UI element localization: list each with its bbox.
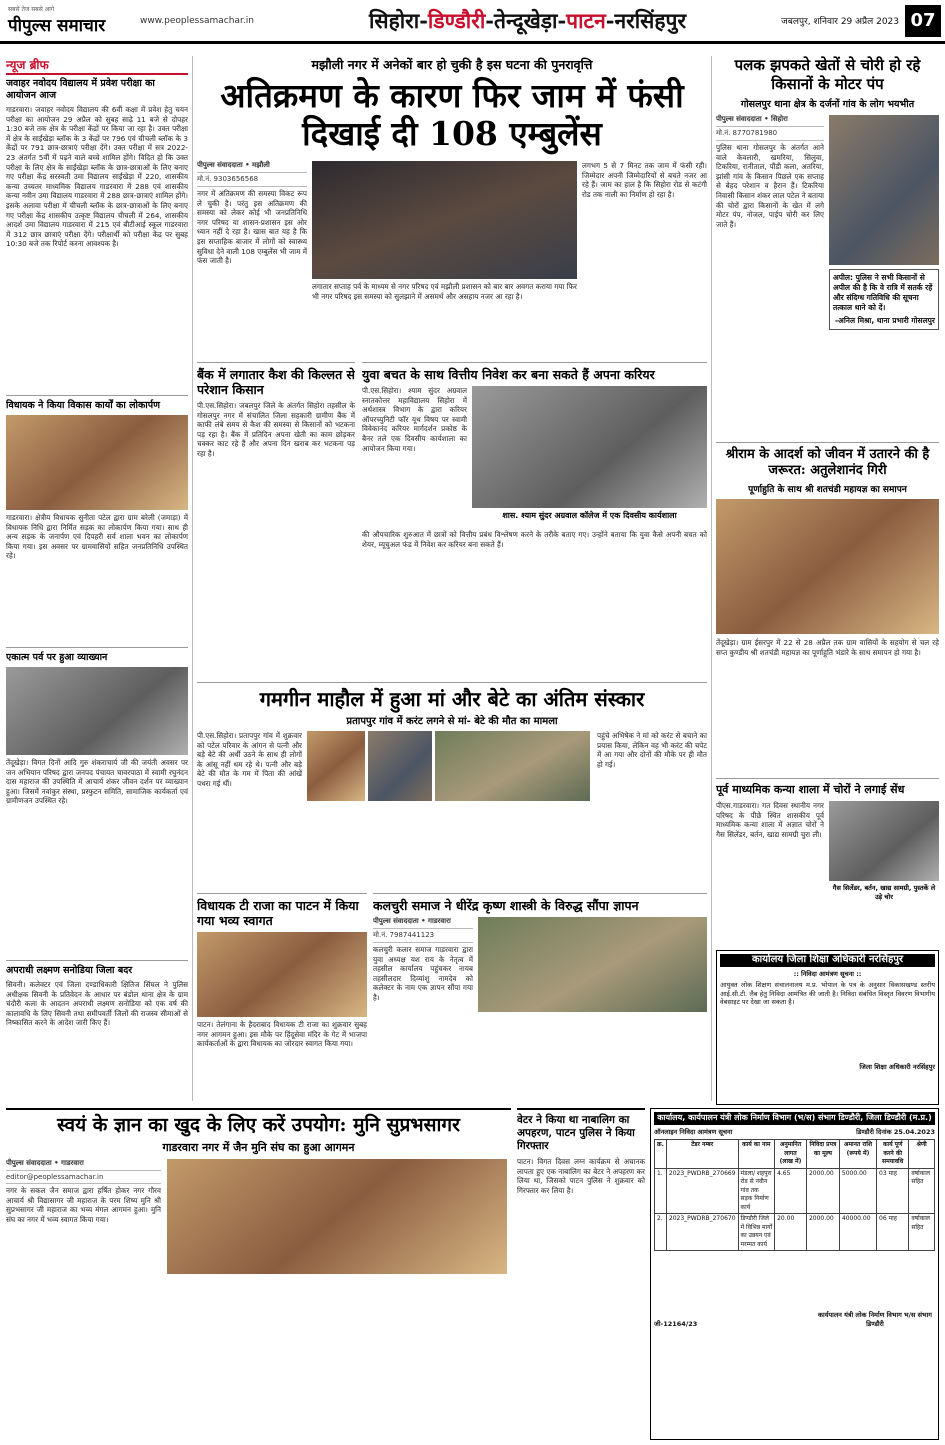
section-names bbox=[300, 7, 755, 35]
bank-story bbox=[197, 362, 355, 677]
right-body: पुलिस थाना गोसलपुर के अंतर्गत आने वाले केवलारी, खमरिया, सिलुवा, टिकरिया, रानीताल, पौंडी कला, अतरिया, झांसी गांव के किसान पिछले एक सप्ताह से बेहद परेशान व हैरान हैं। टिकरिया निवासी किसान शंकर लाल पटेल ने बताया की चोरों द्वारा किसानों के खेत में लगे मोटर पंप, नोजल, पाईप चोरी कर लिए जाते हैं। bbox=[716, 143, 824, 229]
section-3: -तेन्दूखेड़ा- bbox=[485, 7, 567, 33]
lead-kicker: मझौली नगर में अनेकों बार हो चुकी है इस घटना की पुनरावृत्ति bbox=[311, 57, 593, 72]
tender-col-deposit: अमानत राशि (रूपये में) bbox=[839, 1140, 876, 1169]
brief-body-2: गाडरवारा। क्षेत्रीय विधायक सुनीता पटेल द्वारा ग्राम बरेली (जमाड़ा) में विधायक निधि द्वारा निर्मित सड़क का लोकार्पण किया गया। साथ ही अन्य सड़क के जनार्पण एवं दिपहरी सर्व शाला भवन का लोकार्पण किया गया। इस अवसर पर ग्रामवासियों सहित जनप्रतिनिधि उपस्थित रहे। bbox=[6, 513, 188, 561]
logo bbox=[0, 5, 140, 36]
lead-body-3: लगभग 5 से 7 मिनट तक जाम में फंसी रही। जिम्मेदार अपनी जिम्मेदारियों से बचते नजर आ रहे हैं। जाम का हाल है कि सिहोरा रोड से कटंगी रोड तक नाली का निर्माण हो रहा है। bbox=[582, 161, 707, 199]
tragedy-headline: गमगीन माहौल में हुआ मां और बेटे का अंतिम संस्कार bbox=[259, 687, 645, 711]
quote-text: अपील: पुलिस ने सभी किसानों से अपील की है कि वे रात्रि में सतर्क रहें और संदिग्ध गतिविधि की सूचना तत्काल थाने को दें। bbox=[833, 273, 933, 312]
logo-tagline: सबसे तेज सबसे आगे bbox=[8, 6, 55, 13]
tender-cell: 40000.00 bbox=[839, 1214, 876, 1251]
notice1-subtitle: :: निविदा आमंत्रण सूचना :: bbox=[793, 969, 862, 978]
jain-byline: पीपुल्स संवाददाता • गाडरवारा bbox=[6, 1159, 161, 1171]
tender-col-work: कार्य का नाम bbox=[738, 1140, 775, 1169]
right-byline: पीपुल्स संवाददाता • सिहोरा bbox=[716, 115, 824, 127]
brief-body-3: तेंदूखेड़ा। विगत दिनों आदि गुरु शंकराचार्य जी की जयंती अवसर पर जन अभियान परिषद द्वारा जनपद पंचायत चावरपाठा में स्वामी रघुनंदन दास महाराज की उपस्थिति में आचार्य शंकर जीवन दर्शन पर व्याख्यान हुआ। जिसमें नवांकुर संस्था, प्रस्फुटन समिति, सामाजिक कार्यकर्ता एवं ग्रामीणजन उपस्थित रहे। bbox=[6, 758, 188, 806]
page-number: 07 bbox=[905, 5, 941, 37]
education-notice bbox=[716, 950, 939, 1105]
notice2-date: डिण्डौरी दिनांक 25.04.2023 bbox=[856, 1127, 935, 1136]
tender-cell: 2. bbox=[655, 1214, 667, 1251]
lead-mobile: मो.नं. 9303656568 bbox=[197, 175, 307, 187]
mla-body: पाटन। तेलंगाना के हैदराबाद विधायक टी राजा का शुक्रवार सुबह नगर आगमन हुआ। इस मौके पर हिंदूसेवा मंदिर के गेट में भाजपा कार्यकर्ताओं के द्वारा विधायक का जोरदार स्वागत किया गया। bbox=[197, 1020, 367, 1049]
website-url: www.peoplessamachar.in bbox=[140, 15, 254, 26]
theft-headline: पूर्व माध्यमिक कन्या शाला में चोरों ने लगाई सेंध bbox=[716, 783, 905, 796]
ram-story bbox=[716, 442, 939, 772]
tender-cell: 03 माह bbox=[877, 1168, 909, 1214]
kalchuri-body: कलचुरी कलार समाज गाडरवारा द्वारा युवा अध्यक्ष यश राय के नेतृत्व में तहसील कार्यालय पहुंचकर नायब तहसीलदार दिव्यांशु नामदेव को कलेक्टर के नाम एक ज्ञापन सौंपा गया है। bbox=[373, 945, 473, 1002]
lead-headline: अतिक्रमण के कारण फिर जाम में फंसी दिखाई दी 108 एम्बुलेंस bbox=[220, 76, 684, 153]
section-4: पाटन bbox=[566, 7, 606, 33]
section-1: सिहोरा- bbox=[368, 7, 428, 33]
notice2-officer: कार्यपालन यंत्री लोक निर्माण विभाग भ/स संभाग डिण्डौरी bbox=[818, 1311, 932, 1328]
tender-cell: वर्षाकाल सहित bbox=[909, 1168, 935, 1214]
lecture-photo bbox=[6, 667, 188, 755]
tender-table bbox=[654, 1139, 935, 1251]
jain-story bbox=[6, 1108, 511, 1440]
tragedy-story bbox=[197, 682, 707, 887]
tender-notice bbox=[650, 1108, 939, 1440]
kidnap-body: पाटन। विगत दिवस लग्न कार्यक्रम से अचानक लापता हुए एक नाबालिग का बेटर ने अपहरण कर लिया था, जिसको पाटन पुलिस ने शुक्रवार को गिरफ्तार कर लिया है। bbox=[517, 1157, 645, 1195]
mla-welcome-photo bbox=[197, 932, 367, 1017]
kalchuri-story bbox=[373, 893, 707, 1098]
table-row bbox=[655, 1214, 935, 1251]
tender-col-number: टेंडर नम्बर bbox=[666, 1140, 738, 1169]
theft-story bbox=[716, 778, 939, 946]
muni-photo bbox=[167, 1159, 507, 1274]
tender-cell: 20.00 bbox=[775, 1214, 807, 1251]
tender-col-sr: क्र. bbox=[655, 1140, 667, 1169]
kidnap-headline: वेटर ने किया था नाबालिग का अपहरण, पाटन पुलिस ने किया गिरफ्तार bbox=[517, 1114, 635, 1152]
notice2-subtitle: ऑनलाइन निविदा आमंत्रण सूचना bbox=[654, 1127, 733, 1136]
tender-cell: 2023_PWDRB_270669 bbox=[666, 1168, 738, 1214]
left-column bbox=[6, 56, 188, 1101]
logo-text: पीपुल्स समाचार bbox=[8, 16, 106, 36]
jain-kicker: गाडरवारा नगर में जैन मुनि संघ का हुआ आगमन bbox=[162, 1141, 355, 1154]
tender-cell: वर्षाकाल सहित bbox=[909, 1214, 935, 1251]
tender-cell: डिण्डौरी जिले में विभिन्न मार्गों का उन्नयन एवं मरम्मत कार्य bbox=[738, 1214, 775, 1251]
workshop-caption: शास. श्याम सुंदर अग्रवाल कॉलेज में एक दिवसीय कार्यशाला bbox=[502, 511, 677, 520]
youth-story bbox=[362, 362, 707, 677]
youth-body: पी.एस.सिहोरा। श्याम सुंदर अग्रवाल स्नातकोत्तर महाविद्यालय सिहोरा में अर्थशास्त्र विभाग के द्वारा करियर ऑपरच्युनिटी फॉर यूथ विषय पर स्वामी विवेकानंद करियर मार्गदर्शन प्रकोष्ठ के बैनर तले एक दिवसीय कार्यशाला का आयोजन किया गया। bbox=[362, 386, 467, 453]
tender-cell: 2023_PWDRB_270670 bbox=[666, 1214, 738, 1251]
youth-body-2: की औपचारिक शुरुआत में छात्रों को वित्तीय प्रबंध विश्लेषण करने के तरीके बताए गए। उन्होंने बताया कि युवा कैसे अपनी बचत को शेयर, म्यूचुअल फंड में निवेश कर करियर बना सकते हैं। bbox=[362, 530, 707, 549]
jain-email: editor@peoplessamachar.in bbox=[6, 1173, 161, 1184]
notice1-title: कार्यालय जिला शिक्षा अधिकारी नरसिंहपुर bbox=[720, 954, 935, 967]
tragedy-body: पी.एस.सिहोरा। प्रतापपुर गांव में शुक्रवार को पटेल परिवार के आंगन से पत्नी और बड़े बेटे की अर्थी उठने के साथ ही लोगों के आंसू नहीं थम रहे थे। पत्नी और बड़े बेटे की मौत के गम में पिता की आंखें पथरा गई थीं। bbox=[197, 731, 302, 788]
right-headline: पलक झपकते खेतों से चोरी हो रहे किसानों के मोटर पंप bbox=[734, 56, 921, 93]
notice1-body: आयुक्त लोक शिक्षण संचालनालय म.प्र. भोपाल के पत्र के अनुसार विकासखण्ड स्तरीय आई.सी.टी. लैब हेतु निविदा आमंत्रित की जाती है। निविदा संबंधित विस्तृत विवरण विभागीय वेबसाइट पर देखा जा सकता है। bbox=[720, 981, 935, 1006]
dateline: जबलपुर, शनिवार 29 अप्रैल 2023 bbox=[781, 17, 899, 27]
mla-story bbox=[197, 893, 367, 1098]
right-kicker: गोसलपुर थाना क्षेत्र के दर्जनों गांव के लोग भयभीत bbox=[740, 99, 915, 110]
school-theft-photo bbox=[829, 801, 939, 881]
mla-headline: विधायक टी राजा का पाटन में किया गया भव्य स्वागत bbox=[197, 898, 359, 928]
jain-headline: स्वयं के ज्ञान का खुद के लिए करें उपयोग: मुनि सुप्रभसागर bbox=[57, 1114, 460, 1136]
funeral-photo bbox=[435, 731, 590, 801]
masthead bbox=[0, 0, 945, 44]
brief-headline-4: अपराधी लक्ष्मण सनोडिया जिला बदर bbox=[6, 965, 133, 976]
notice2-ref: जी-12164/23 bbox=[654, 1319, 698, 1328]
son-portrait-photo bbox=[368, 731, 432, 801]
quote-author: -अनिल मिश्रा, थाना प्रभारी गोसलपुर bbox=[835, 316, 935, 325]
tragedy-kicker: प्रतापपुर गांव में करंट लगने से मां- बेटे की मौत का मामला bbox=[346, 716, 558, 727]
section-5: -नरसिंहपुर bbox=[605, 7, 687, 33]
ram-body: तेंदूखेड़ा। ग्राम ईसरपुर में 22 से 28 अप्रैल तक ग्राम वासियों के सहयोग से चल रहे सप्त कुण्डीय श्री शतचंडी महायज्ञ का पूर्णाहुति भंडारे के साथ समापन हो गया है। bbox=[716, 638, 939, 657]
tender-cell: 1. bbox=[655, 1168, 667, 1214]
tender-col-cost: अनुमानित लागत (लाख में) bbox=[775, 1140, 807, 1169]
brief-headline-3: एकात्म पर्व पर हुआ व्याख्यान bbox=[6, 652, 108, 663]
police-appeal-quote bbox=[829, 269, 939, 330]
mother-portrait-photo bbox=[307, 731, 365, 801]
youth-headline: युवा बचत के साथ वित्तीय निवेश कर बना सकते हैं अपना करियर bbox=[362, 367, 655, 382]
section-2: डिण्डौरी bbox=[427, 7, 486, 33]
tragedy-body-2: पहुंचे अभिषेक ने मां को करंट से बचाने का प्रयास किया, लेकिन वह भी करंट की चपेट में आ गया और दोनों की मौके पर ही मौत हो गई। bbox=[597, 731, 707, 769]
lead-body-1: नगर में अतिक्रमण की समस्या विकट रूप ले चुकी है। परंतु इस अतिक्रमण की समस्या को लेकर कोई भी जनप्रतिनिधि नगर परिषद या शासन-प्रशासन इस ओर ध्यान नहीं दे रहा है। खास बात यह है कि इस सप्ताहिक बाजार में लोगों को स्वास्थ्य सुविधा देने वाली 108 एम्बुलेंस भी जाम में फंस जाती है। bbox=[197, 189, 307, 266]
lead-byline: पीपुल्स संवाददाता • मझौली bbox=[197, 161, 307, 173]
memorandum-photo bbox=[478, 917, 707, 1012]
tender-cell: 4.65 bbox=[775, 1168, 807, 1214]
tender-col-class: श्रेणी bbox=[909, 1140, 935, 1169]
kalchuri-headline: कलचुरी समाज ने धीरेंद्र कृष्ण शास्त्री के विरुद्ध सौंपा ज्ञापन bbox=[373, 898, 639, 913]
ambulance-traffic-photo bbox=[312, 161, 577, 279]
notice2-title: कार्यालय, कार्यपालन यंत्री लोक निर्माण विभाग (भ/स) संभाग डिण्डौरी, जिला डिण्डौरी (म.प्र.) bbox=[654, 1112, 935, 1125]
kalchuri-byline: पीपुल्स संवाददाता • गाडरवारा bbox=[373, 917, 473, 929]
brief-headline-1: जवाहर नवोदय विद्यालय में प्रवेश परीक्षा का आयोजन आज bbox=[6, 78, 155, 101]
ram-headline: श्रीराम के आदर्श को जीवन में उतारने की है जरूरत: अतुलेशानंद गिरी bbox=[725, 447, 930, 478]
lead-story bbox=[197, 56, 707, 356]
tender-cell: 2000.00 bbox=[806, 1214, 839, 1251]
yagya-photo bbox=[716, 499, 939, 634]
theft-body: पीएस.गाडरवारा। गत दिवस स्थानीय नगर परिषद के पीछे स्थित शासकीय पूर्व माध्यमिक कन्या शाला में अज्ञात चोरों ने गैस सिलेंडर, बर्तन, खाद्य सामग्री चुरा ली। bbox=[716, 801, 824, 839]
notice1-officer: जिला शिक्षा अधिकारी नरसिंहपुर bbox=[859, 1063, 935, 1071]
ram-kicker: पूर्णाहुति के साथ श्री शतचंडी महायज्ञ का समापन bbox=[748, 485, 907, 495]
tender-cell: 5000.00 bbox=[839, 1168, 876, 1214]
kidnap-story bbox=[517, 1108, 645, 1440]
mla-inauguration-photo bbox=[6, 415, 188, 510]
right-mobile: मो.नं. 8770781980 bbox=[716, 129, 824, 141]
brief-body-1: गाडरवारा। जवाहर नवोदय विद्यालय की 6वीं कक्षा में प्रवेश हेतु चयन परीक्षा का आयोजन 29 अप्रैल को सुबह साढ़े 11 बजे से दोपहर 1:30 बजे तक क्षेत्र के परीक्षा केंद्रों पर किया जा रहा है। उक्त परीक्षा में क्षेत्र के साईंखेड़ा ब्लॉक के 3 केंद्रों पर 796 एवं चीचली ब्लॉक के 3 केंद्रों पर 791 छात्र-छात्राएं परीक्षा देंगे। उक्त परीक्षा में सत्र 2022-23 अंतर्गत 5वीं में पढ़ने वाले बच्चे शामिल होंगे। विदित हो कि उक्त परीक्षा के लिए क्षेत्र के साईंखेड़ा ब्लॉक के छात्र-छात्राओं के लिए बनाए गए परीक्षा केंद्र सरस्वती उमा विद्यालय साईंखेड़ा में 220, शासकीय कन्या उच्चतर माध्यमिक विद्यालय गाडरवारा में 288 एवं शासकीय कन्या नवीन उमा विद्यालय गाडरवारा में 288 छात्र-छात्राएं शामिल होंगे। इसके अलावा परीक्षा में चीचली ब्लॉक के छात्र-छात्राओं के लिए बनाए गए परीक्षा केंद्र शासकीय उत्कृष्ट विद्यालय चीचली में 264, शासकीय आदर्श उमा विद्यालय गाडरवारा में 215 एवं बीटीआई स्कूल गाडरवारा में 312 छात्र छात्राएं परीक्षा देंगे। परीक्षार्थी को परीक्षा केंद्र पर सुबह 10:30 बजे तक रिपोर्ट करना आवश्यक है। bbox=[6, 105, 188, 249]
tender-header-row bbox=[655, 1140, 935, 1169]
jain-body: नगर के सकल जैन समाज द्वारा हर्षित होकर नगर गौरव आचार्य श्री विद्यासागर जी महाराज के परम शिष्य मुनि श्री सुप्रभसागर जी महाराज का भव्य मंगल आगमन हुआ। मुनि संघ का नगर में भव्य स्वागत किया गया। bbox=[6, 1186, 161, 1224]
news-brief-label: न्यूज ब्रीफ bbox=[6, 56, 188, 75]
right-story bbox=[716, 56, 939, 436]
tender-col-form: निविदा प्रपत्र का मूल्य bbox=[806, 1140, 839, 1169]
bank-body: पी.एस.सिहोरा। जबलपुर जिले के अंतर्गत सिहोरा तहसील के गोसलपुर नगर में संचालित जिला सहकारी ग्रामीण बैंक में काफी लंबे समय से कैश की समस्या से किसानों को भटकना पड़ रहा है। बैंक में प्रतिदिन अपना खेती का काम छोड़कर चक्कर काट रहे हैं और अपना दिन खराब कर भटकना पड़ रहा है। bbox=[197, 401, 355, 458]
lead-body-2: लगातार सप्ताह पर्व के माध्यम से नगर परिषद एवं मझौली प्रशासन को बार बार अवगत कराया गया फिर भी नगर परिषद इस समस्या को सुलझाने में असमर्थ और असहाय नजर आ रहा है। bbox=[312, 282, 577, 301]
brief-body-4: सिवनी। कलेक्टर एवं जिला दण्डाधिकारी क्षितिज सिंघल ने पुलिस अधीक्षक सिवनी के प्रतिवेदन के आधार पर बंडोल थाना क्षेत्र के ग्राम चंदौरी कला के आदतन अपराधी लक्ष्मण सनोडिया को एक वर्ष की कालावधि के लिए सिवनी तथा समीपवर्ती जिलों की राजस्व सीमाओं से निष्कासित करने के आदेश जारी किए हैं। bbox=[6, 980, 188, 1028]
tender-cell: 06 माह bbox=[877, 1214, 909, 1251]
motor-pump-photo bbox=[829, 115, 939, 265]
kalchuri-mobile: मो.नं. 7987441123 bbox=[373, 931, 473, 943]
tender-col-duration: कार्य पूर्ण करने की समयावधि bbox=[877, 1140, 909, 1169]
workshop-photo bbox=[472, 386, 707, 508]
brief-headline-2: विधायक ने किया विकास कार्यों का लोकार्पण bbox=[6, 400, 161, 411]
bank-headline: बैंक में लगातार कैश की किल्लत से परेशान किसान bbox=[197, 367, 355, 397]
table-row bbox=[655, 1168, 935, 1214]
theft-caption: गैस सिलेंडर, बर्तन, खाद्य सामग्री, पुस्तकें ले उड़े चोर bbox=[832, 884, 936, 901]
tender-cell: 2000.00 bbox=[806, 1168, 839, 1214]
tender-cell: मंडला/ शहपुरा रोड से नवीन गांव तक सड़क निर्माण कार्य bbox=[738, 1168, 775, 1214]
